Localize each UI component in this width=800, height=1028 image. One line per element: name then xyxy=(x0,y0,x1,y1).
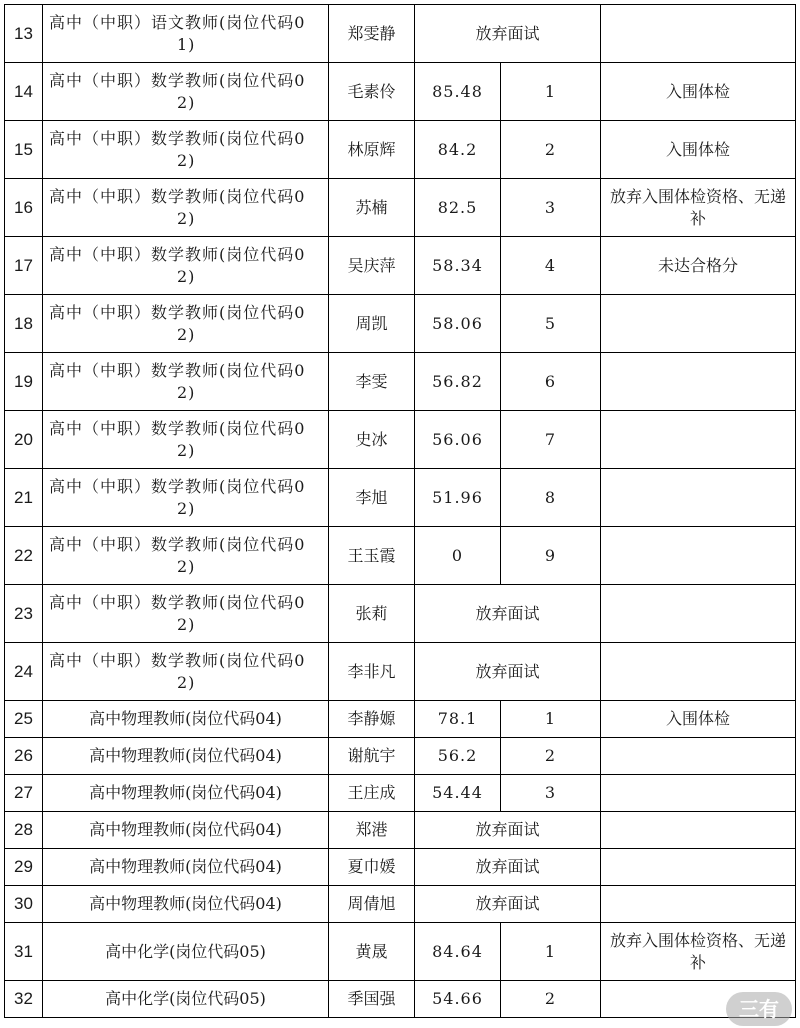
rank: 5 xyxy=(501,295,601,353)
interview-score: 54.66 xyxy=(415,981,501,1018)
position-cell: 高中物理教师(岗位代码04) xyxy=(43,849,329,886)
interview-score: 82.5 xyxy=(415,179,501,237)
position-cell: 高中物理教师(岗位代码04) xyxy=(43,701,329,738)
table-row xyxy=(5,353,796,411)
table-row xyxy=(5,179,796,237)
interview-score: 0 xyxy=(415,527,501,585)
table-row xyxy=(5,923,796,981)
candidate-name: 张莉 xyxy=(329,585,415,643)
rank: 3 xyxy=(501,179,601,237)
table-row xyxy=(5,775,796,812)
table-row xyxy=(5,981,796,1018)
position-line-2: 2) xyxy=(177,92,196,112)
table-row xyxy=(5,585,796,643)
remark xyxy=(601,585,796,643)
remark xyxy=(601,886,796,923)
status-merged: 放弃面试 xyxy=(415,812,601,849)
position-cell xyxy=(43,353,329,411)
row-number: 30 xyxy=(5,886,43,923)
rank: 1 xyxy=(501,923,601,981)
table-row xyxy=(5,295,796,353)
position-line-2: 1) xyxy=(177,34,196,54)
table-row xyxy=(5,643,796,701)
position-cell xyxy=(43,237,329,295)
rank: 4 xyxy=(501,237,601,295)
position-cell xyxy=(43,295,329,353)
row-number: 21 xyxy=(5,469,43,527)
table-row xyxy=(5,701,796,738)
row-number: 17 xyxy=(5,237,43,295)
row-number: 27 xyxy=(5,775,43,812)
row-number: 13 xyxy=(5,5,43,63)
interview-score: 56.06 xyxy=(415,411,501,469)
results-table xyxy=(4,4,796,1018)
remark xyxy=(601,775,796,812)
position-line-2: 2) xyxy=(177,266,196,286)
candidate-name: 黄晟 xyxy=(329,923,415,981)
table-row xyxy=(5,63,796,121)
row-number: 25 xyxy=(5,701,43,738)
position-line-2: 2) xyxy=(177,556,196,576)
position-cell: 高中物理教师(岗位代码04) xyxy=(43,738,329,775)
candidate-name: 苏楠 xyxy=(329,179,415,237)
position-line-2: 2) xyxy=(177,382,196,402)
status-merged: 放弃面试 xyxy=(415,5,601,63)
status-merged: 放弃面试 xyxy=(415,643,601,701)
table-row xyxy=(5,849,796,886)
rank: 2 xyxy=(501,738,601,775)
remark xyxy=(601,469,796,527)
rank: 7 xyxy=(501,411,601,469)
position-cell: 高中化学(岗位代码05) xyxy=(43,981,329,1018)
remark: 入围体检 xyxy=(601,63,796,121)
candidate-name: 周倩旭 xyxy=(329,886,415,923)
interview-score: 78.1 xyxy=(415,701,501,738)
remark: 未达合格分 xyxy=(601,237,796,295)
row-number: 29 xyxy=(5,849,43,886)
remark: 放弃入围体检资格、无递补 xyxy=(601,179,796,237)
position-line-1: 高中（中职）语文教师(岗位代码0 xyxy=(49,12,306,32)
candidate-name: 李雯 xyxy=(329,353,415,411)
remark xyxy=(601,411,796,469)
position-line-1: 高中（中职）数学教师(岗位代码0 xyxy=(49,302,306,322)
position-cell: 高中化学(岗位代码05) xyxy=(43,923,329,981)
interview-score: 56.2 xyxy=(415,738,501,775)
remark xyxy=(601,527,796,585)
row-number: 19 xyxy=(5,353,43,411)
position-cell: 高中物理教师(岗位代码04) xyxy=(43,886,329,923)
remark xyxy=(601,295,796,353)
interview-score: 58.06 xyxy=(415,295,501,353)
position-cell xyxy=(43,5,329,63)
row-number: 16 xyxy=(5,179,43,237)
table-row xyxy=(5,121,796,179)
row-number: 31 xyxy=(5,923,43,981)
position-cell xyxy=(43,643,329,701)
row-number: 24 xyxy=(5,643,43,701)
position-line-1: 高中（中职）数学教师(岗位代码0 xyxy=(49,186,306,206)
rank: 1 xyxy=(501,701,601,738)
remark xyxy=(601,353,796,411)
rank: 3 xyxy=(501,775,601,812)
position-line-1: 高中（中职）数学教师(岗位代码0 xyxy=(49,360,306,380)
status-merged: 放弃面试 xyxy=(415,585,601,643)
candidate-name: 吴庆萍 xyxy=(329,237,415,295)
interview-score: 84.64 xyxy=(415,923,501,981)
row-number: 18 xyxy=(5,295,43,353)
interview-score: 51.96 xyxy=(415,469,501,527)
row-number: 20 xyxy=(5,411,43,469)
candidate-name: 毛素伶 xyxy=(329,63,415,121)
remark: 入围体检 xyxy=(601,121,796,179)
row-number: 14 xyxy=(5,63,43,121)
table-row xyxy=(5,812,796,849)
rank: 8 xyxy=(501,469,601,527)
position-line-1: 高中（中职）数学教师(岗位代码0 xyxy=(49,476,306,496)
row-number: 23 xyxy=(5,585,43,643)
row-number: 26 xyxy=(5,738,43,775)
watermark-logo: 三有 xyxy=(726,992,792,1026)
row-number: 32 xyxy=(5,981,43,1018)
candidate-name: 周凯 xyxy=(329,295,415,353)
position-line-2: 2) xyxy=(177,324,196,344)
position-cell xyxy=(43,121,329,179)
position-line-1: 高中（中职）数学教师(岗位代码0 xyxy=(49,592,306,612)
row-number: 15 xyxy=(5,121,43,179)
candidate-name: 王玉霞 xyxy=(329,527,415,585)
remark xyxy=(601,643,796,701)
position-cell: 高中物理教师(岗位代码04) xyxy=(43,812,329,849)
position-cell xyxy=(43,411,329,469)
position-line-1: 高中（中职）数学教师(岗位代码0 xyxy=(49,418,306,438)
position-line-1: 高中（中职）数学教师(岗位代码0 xyxy=(49,70,306,90)
position-cell xyxy=(43,179,329,237)
interview-score: 56.82 xyxy=(415,353,501,411)
interview-score: 84.2 xyxy=(415,121,501,179)
table-row xyxy=(5,469,796,527)
status-merged: 放弃面试 xyxy=(415,886,601,923)
rank: 2 xyxy=(501,121,601,179)
position-cell xyxy=(43,585,329,643)
candidate-name: 李非凡 xyxy=(329,643,415,701)
position-line-2: 2) xyxy=(177,440,196,460)
rank: 2 xyxy=(501,981,601,1018)
candidate-name: 史冰 xyxy=(329,411,415,469)
position-cell xyxy=(43,469,329,527)
position-line-2: 2) xyxy=(177,498,196,518)
table-row xyxy=(5,886,796,923)
position-cell xyxy=(43,527,329,585)
rank: 1 xyxy=(501,63,601,121)
position-line-1: 高中（中职）数学教师(岗位代码0 xyxy=(49,650,306,670)
remark xyxy=(601,5,796,63)
position-line-2: 2) xyxy=(177,208,196,228)
candidate-name: 王庄成 xyxy=(329,775,415,812)
remark xyxy=(601,812,796,849)
remark: 入围体检 xyxy=(601,701,796,738)
candidate-name: 李静嫄 xyxy=(329,701,415,738)
table-row xyxy=(5,237,796,295)
row-number: 28 xyxy=(5,812,43,849)
candidate-name: 谢航宇 xyxy=(329,738,415,775)
interview-score: 85.48 xyxy=(415,63,501,121)
position-line-2: 2) xyxy=(177,150,196,170)
position-line-2: 2) xyxy=(177,672,196,692)
candidate-name: 夏巾媛 xyxy=(329,849,415,886)
position-line-1: 高中（中职）数学教师(岗位代码0 xyxy=(49,244,306,264)
candidate-name: 郑雯静 xyxy=(329,5,415,63)
table-row xyxy=(5,411,796,469)
position-line-1: 高中（中职）数学教师(岗位代码0 xyxy=(49,534,306,554)
interview-score: 58.34 xyxy=(415,237,501,295)
remark xyxy=(601,738,796,775)
interview-score: 54.44 xyxy=(415,775,501,812)
candidate-name: 郑港 xyxy=(329,812,415,849)
candidate-name: 季国强 xyxy=(329,981,415,1018)
status-merged: 放弃面试 xyxy=(415,849,601,886)
position-line-1: 高中（中职）数学教师(岗位代码0 xyxy=(49,128,306,148)
table-row xyxy=(5,5,796,63)
results-table-body xyxy=(5,5,796,1018)
remark xyxy=(601,849,796,886)
candidate-name: 李旭 xyxy=(329,469,415,527)
table-row xyxy=(5,527,796,585)
row-number: 22 xyxy=(5,527,43,585)
rank: 9 xyxy=(501,527,601,585)
remark: 放弃入围体检资格、无递补 xyxy=(601,923,796,981)
position-cell: 高中物理教师(岗位代码04) xyxy=(43,775,329,812)
rank: 6 xyxy=(501,353,601,411)
candidate-name: 林原辉 xyxy=(329,121,415,179)
table-row xyxy=(5,738,796,775)
position-cell xyxy=(43,63,329,121)
position-line-2: 2) xyxy=(177,614,196,634)
